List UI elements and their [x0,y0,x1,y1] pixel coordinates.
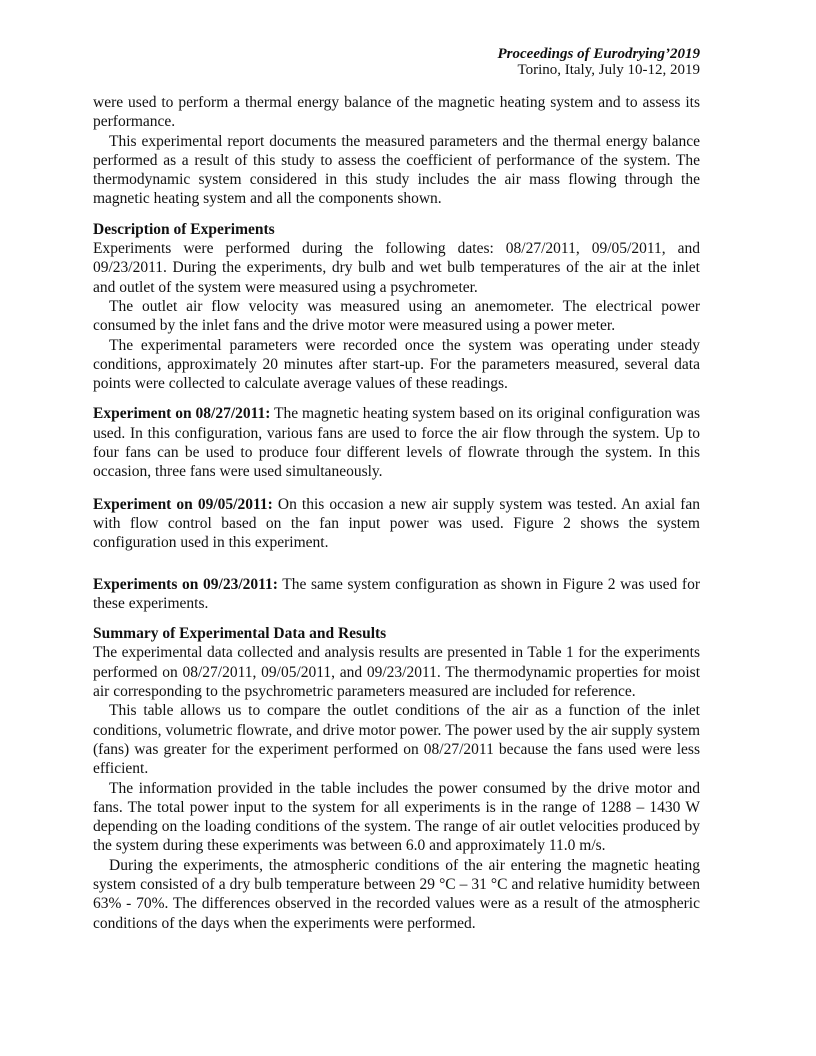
paragraph: This table allows us to compare the outlet conditions of the air as a function of the inlet conditions, volumetric flowrate, and drive motor power. The power used by the air supply system (fans) was greater for the experiment performed on 08/27/2011 because the fans used were less efficient. [93,702,700,778]
document-body [93,93,700,933]
section-heading-description-of-experiments: Description of Experiments [93,220,275,238]
proceedings-title: Proceedings of Eurodrying’2019 [497,46,700,62]
section-heading-summary-of-results: Summary of Experimental Data and Results [93,625,387,643]
paragraph-text: On this occasion a new air supply system was tested. An axial fan with flow control based on the fan input power was used. Figure 2 shows the system configuration used in this experiment. [93,495,701,552]
experiment-0923-paragraph [93,575,700,614]
paragraph-text: The magnetic heating system based on its original configuration was used. In this configuration, various fans are used to force the air flow through the system. Up to four fans can be used to produce four different levels of flowrate through the system. In this occasion, three fans were used simultaneously. [93,405,700,481]
paragraph: The outlet air flow velocity was measured using an anemometer. The electrical power consumed by the inlet fans and the drive motor were measured using a power meter. [93,297,700,335]
paragraph: This experimental report documents the measured parameters and the thermal energy balance performed as a result of this study to assess the coefficient of performance of the system. The thermodynamic system considered in this study includes the air mass flowing through the magnetic heating system and all the components shown. [93,132,700,208]
paragraph: The experimental data collected and analysis results are presented in Table 1 for the experiments performed on 08/27/2011, 09/05/2011, and 09/23/2011. The thermodynamic properties for moist air corresponding to the psychrometric parameters measured are included for reference. [93,644,700,701]
run-in-label: Experiments on 09/23/2011: [93,575,278,593]
paragraph: Experiments were performed during the following dates: 08/27/2011, 09/05/2011, and 09/23/2011. During the experiments, dry bulb and wet bulb temperatures of the air at the inlet and outlet of the system were measured using a psychrometer. [93,240,700,296]
paragraph: During the experiments, the atmospheric conditions of the air entering the magnetic heating system consisted of a dry bulb temperature between 29 °C – 31 °C and relative humidity between 63% - 70%. The differences observed in the recorded values were as a result of the atmospheric conditions of the days when the experiments were performed. [93,856,700,932]
experiment-0905-paragraph [93,495,700,553]
paragraph: were used to perform a thermal energy balance of the magnetic heating system and to assess its performance. [93,94,700,131]
page-header [498,46,701,78]
run-in-label: Experiment on 08/27/2011: [93,405,271,423]
proceedings-location-date: Torino, Italy, July 10-12, 2019 [517,62,700,78]
paragraph: The information provided in the table includes the power consumed by the drive motor and fans. The total power input to the system for all experiments is in the range of 1288 – 1430 W depending on the loading conditions of the system. The range of air outlet velocities produced by the system during these experiments was between 6.0 and approximately 11.0 m/s. [93,779,700,855]
run-in-label: Experiment on 09/05/2011: [93,495,273,513]
paragraph: The experimental parameters were recorded once the system was operating under steady conditions, approximately 20 minutes after start-up. For the parameters measured, several data points were collected to calculate average values of these readings. [93,336,700,393]
experiment-0827-paragraph [93,404,700,481]
paragraph-text: The same system configuration as shown in Figure 2 was used for these experiments. [93,575,700,612]
